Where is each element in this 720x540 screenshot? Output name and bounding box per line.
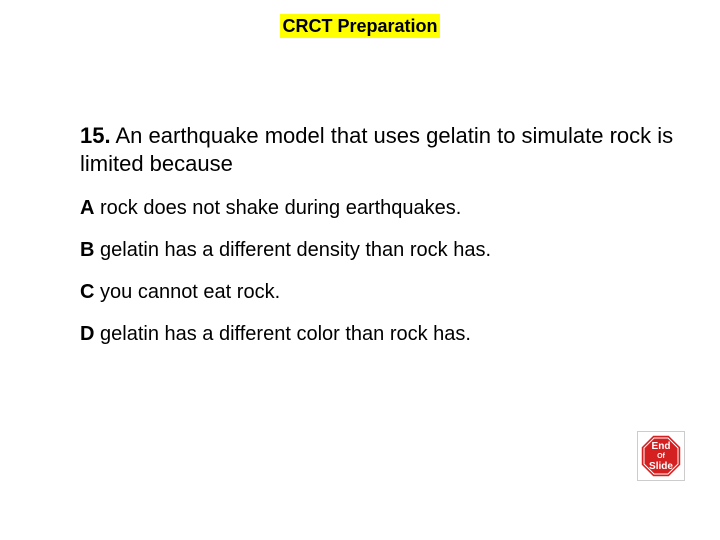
- question-body: An earthquake model that uses gelatin to simulate rock is limited because: [80, 123, 674, 176]
- choice-a: [80, 196, 680, 220]
- choice-c: [80, 280, 680, 304]
- end-of-slide-button[interactable]: [638, 432, 684, 480]
- question-text: [80, 122, 680, 178]
- choice-letter: B: [80, 239, 95, 261]
- end-sign-line3: Slide: [649, 461, 673, 472]
- end-sign-line1: End: [651, 441, 671, 452]
- question-block: [80, 122, 680, 364]
- choice-b: [80, 238, 680, 262]
- choice-letter: D: [80, 323, 95, 345]
- end-sign-line2: Of: [657, 453, 665, 460]
- title-banner: [0, 0, 720, 52]
- stop-sign-icon: [638, 432, 684, 480]
- choice-letter: C: [80, 281, 95, 303]
- choice-text: you cannot eat rock.: [100, 281, 281, 303]
- page-title: CRCT Preparation: [282, 16, 438, 36]
- choice-letter: A: [80, 197, 95, 219]
- question-number: 15.: [80, 123, 111, 148]
- choice-text: gelatin has a different color than rock has.: [100, 323, 471, 345]
- choice-text: rock does not shake during earthquakes.: [100, 197, 462, 219]
- choice-d: [80, 322, 680, 346]
- choice-text: gelatin has a different density than rock has.: [100, 239, 492, 261]
